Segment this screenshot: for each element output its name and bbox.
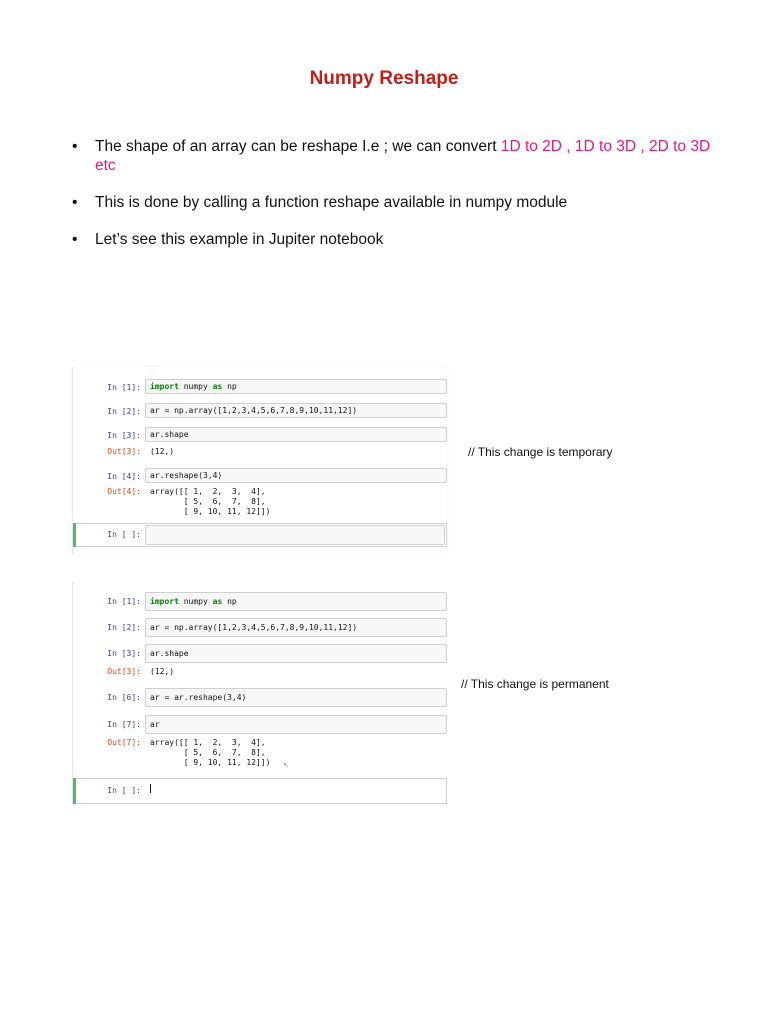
bullet-text: The shape of an array can be reshape I.e ; we can convert [95, 138, 501, 155]
code-input[interactable]: ar.reshape(3,4) [145, 468, 447, 483]
cell-output: array([[ 1, 2, 3, 4], [ 5, 6, 7, 8], [ 9, 10, 11, 12]]) [150, 738, 271, 767]
in-prompt: In [3]: [107, 431, 141, 440]
code-input-active[interactable] [145, 781, 445, 801]
code-input[interactable]: import numpy as np [145, 592, 447, 611]
in-prompt: In [ ]: [107, 530, 141, 539]
note-permanent: // This change is permanent [461, 677, 609, 691]
in-prompt: In [2]: [107, 407, 141, 416]
in-prompt: In [1]: [107, 597, 141, 606]
in-prompt: In [7]: [107, 720, 141, 729]
active-code-cell[interactable] [73, 523, 447, 547]
bullet-text: Let’s see this example in Jupiter notebook [95, 231, 384, 248]
in-prompt: In [3]: [107, 649, 141, 658]
code-input[interactable]: ar.shape [145, 644, 447, 663]
code-input[interactable]: import numpy as np [145, 379, 447, 394]
bullet-text: This is done by calling a function reshape available in numpy module [95, 194, 568, 211]
out-prompt: Out[7]: [107, 738, 141, 747]
bullet-icon: • [72, 138, 78, 155]
cell-output: (12,) [150, 667, 175, 676]
code-input[interactable]: ar = np.array([1,2,3,4,5,6,7,8,9,10,11,12]) [145, 403, 447, 418]
in-prompt: In [4]: [107, 472, 141, 481]
bullet-accent-text: 1D to 2D , 1D to 3D , 2D to 3D etc [95, 138, 711, 174]
code-input[interactable]: ar = np.array([1,2,3,4,5,6,7,8,9,10,11,12]) [145, 618, 447, 637]
out-prompt: Out[3]: [107, 667, 141, 676]
bullet-icon: • [72, 194, 78, 211]
bullet-item [72, 230, 712, 249]
code-input[interactable]: ar = ar.reshape(3,4) [145, 688, 447, 707]
in-prompt: In [1]: [107, 383, 141, 392]
bullet-list [72, 137, 712, 267]
code-input[interactable]: ar.shape [145, 427, 447, 442]
in-prompt: In [2]: [107, 623, 141, 632]
bullet-icon: • [72, 231, 78, 248]
mouse-pointer-icon: ↖ [283, 760, 289, 770]
out-prompt: Out[3]: [107, 447, 141, 456]
cell-output: (12,) [150, 447, 175, 456]
page-title: Numpy Reshape [309, 68, 459, 89]
in-prompt: In [6]: [107, 693, 141, 702]
code-input-empty[interactable] [145, 525, 445, 545]
note-temporary: // This change is temporary [468, 445, 613, 459]
bullet-item [72, 137, 712, 175]
notebook-screenshot-temporary [72, 367, 447, 554]
in-prompt: In [ ]: [107, 786, 141, 795]
bullet-item [72, 193, 712, 212]
active-code-cell[interactable] [73, 778, 447, 804]
notebook-screenshot-permanent [72, 582, 447, 804]
code-input[interactable]: ar [145, 715, 447, 734]
text-cursor-icon [150, 784, 151, 793]
out-prompt: Out[4]: [107, 487, 141, 496]
cell-output: array([[ 1, 2, 3, 4], [ 5, 6, 7, 8], [ 9, 10, 11, 12]]) [150, 487, 271, 516]
